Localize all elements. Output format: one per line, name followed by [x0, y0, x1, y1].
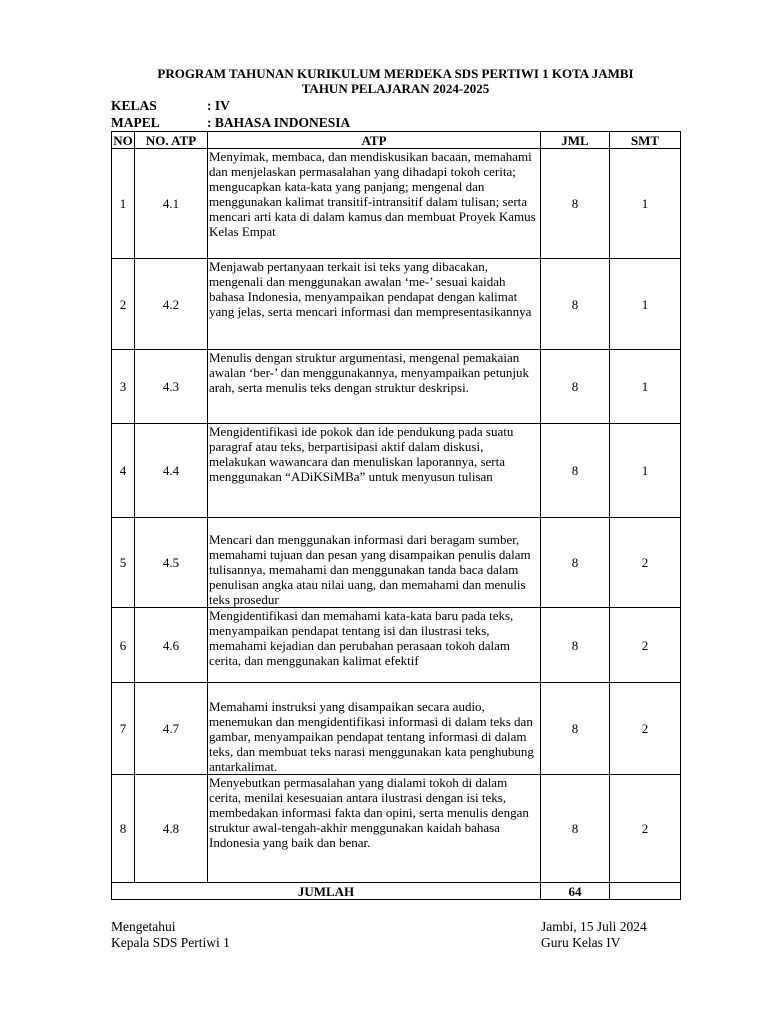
row-smt: 1	[610, 149, 681, 259]
total-row	[112, 883, 681, 900]
table-row	[112, 350, 681, 424]
row-atp-number: 4.8	[135, 775, 208, 883]
header-no: NO	[113, 132, 133, 148]
row-jml: 8	[541, 775, 610, 883]
row-jml: 8	[541, 683, 610, 775]
sign-right-line-2: Guru Kelas IV	[541, 935, 621, 950]
row-smt: 2	[610, 775, 681, 883]
row-no: 3	[112, 350, 135, 424]
sign-left-line-2: Kepala SDS Pertiwi 1	[111, 935, 230, 950]
table-row	[112, 775, 681, 883]
row-atp-description: Menyebutkan permasalahan yang dialami tokoh di dalam cerita, menilai kesesuaian antara ilustrasi dengan isi teks, membedakan informasi fakta dan opini, serta menulis dengan struktur awal-tengah-akhir menggunakan kaidah bahasa Indonesia yang baik dan benar.	[208, 775, 541, 883]
row-atp-number: 4.3	[135, 350, 208, 424]
row-jml: 8	[541, 350, 610, 424]
title-line-2: TAHUN PELAJARAN 2024-2025	[301, 81, 490, 96]
table-row	[112, 608, 681, 683]
total-label: JUMLAH	[112, 883, 541, 900]
row-smt: 1	[610, 259, 681, 350]
row-smt: 1	[610, 350, 681, 424]
row-atp-description: Menjawab pertanyaan terkait isi teks yang dibacakan, mengenali dan menggunakan awalan ‘me-’ sesuai kaidah bahasa Indonesia, menyampaikan pendapat dengan kalimat yang jelas, serta mencari informasi dan mempresentasikannya	[208, 259, 541, 350]
row-no: 8	[112, 775, 135, 883]
sign-left-line-1: Mengetahui	[111, 919, 176, 934]
table-row	[112, 518, 681, 608]
row-atp-number: 4.4	[135, 424, 208, 518]
header-atp: ATP	[208, 132, 541, 149]
table-row	[112, 683, 681, 775]
row-smt: 2	[610, 518, 681, 608]
row-atp-description: Menyimak, membaca, dan mendiskusikan bacaan, memahami dan menjelaskan permasalahan yang dihadapi tokoh cerita; mengucapkan kata-kata yang panjang; mengenal dan menggunakan kalimat transitif-intransitif dalam tulisan; serta mencari arti kata di dalam kamus dan membuat Proyek Kamus Kelas Empat	[208, 149, 541, 259]
row-no: 2	[112, 259, 135, 350]
row-no: 6	[112, 608, 135, 683]
total-value: 64	[541, 883, 610, 900]
row-atp-number: 4.5	[135, 518, 208, 608]
row-atp-number: 4.6	[135, 608, 208, 683]
row-jml: 8	[541, 608, 610, 683]
table-row	[112, 259, 681, 350]
mapel-label: MAPEL	[111, 115, 160, 130]
row-smt: 2	[610, 683, 681, 775]
header-jml: JML	[541, 132, 610, 149]
row-jml: 8	[541, 149, 610, 259]
row-atp-description: Memahami instruksi yang disampaikan secara audio, menemukan dan mengidentifikasi informasi di dalam teks dan gambar, menyampaikan pendapat tentang informasi di dalam teks, dan membuat teks narasi menggunakan kata penghubung antarkalimat.	[208, 683, 541, 775]
row-atp-number: 4.7	[135, 683, 208, 775]
mapel-value: : BAHASA INDONESIA	[207, 115, 351, 130]
atp-table	[111, 131, 681, 900]
document-title	[111, 66, 680, 96]
row-no: 1	[112, 149, 135, 259]
row-atp-description: Mengidentifikasi ide pokok dan ide pendukung pada suatu paragraf atau teks, berpartisipasi aktif dalam diskusi, melakukan wawancara dan menuliskan laporannya, serta menggunakan “ADiKSiMBa” untuk menyusun tulisan	[208, 424, 541, 518]
signature-right	[541, 919, 647, 951]
row-no: 5	[112, 518, 135, 608]
total-smt-empty	[610, 883, 681, 900]
table-row	[112, 149, 681, 259]
table-header-row	[112, 132, 681, 149]
row-atp-number: 4.2	[135, 259, 208, 350]
kelas-row	[111, 98, 230, 114]
title-line-1: PROGRAM TAHUNAN KURIKULUM MERDEKA SDS PERTIWI 1 KOTA JAMBI	[157, 66, 634, 81]
header-no-atp: NO. ATP	[135, 132, 208, 149]
row-atp-description: Mengidentifikasi dan memahami kata-kata baru pada teks, menyampaikan pendapat tentang isi dan ilustrasi teks, memahami kejadian dan perubahan perasaan tokoh dalam cerita, dan menggunakan kalimat efektif	[208, 608, 541, 683]
header-smt: SMT	[610, 132, 681, 149]
row-no: 7	[112, 683, 135, 775]
row-no: 4	[112, 424, 135, 518]
kelas-value: : IV	[207, 98, 230, 113]
row-smt: 1	[610, 424, 681, 518]
row-smt: 2	[610, 608, 681, 683]
kelas-label: KELAS	[111, 98, 157, 113]
row-jml: 8	[541, 259, 610, 350]
signature-left	[111, 919, 230, 951]
row-atp-description: Mencari dan menggunakan informasi dari beragam sumber, memahami tujuan dan pesan yang disampaikan penulis dalam tulisannya, memahami dan menggunakan tanda baca dalam penulisan angka atau nilai uang, dan memahami dan menulis teks prosedur	[208, 518, 541, 608]
mapel-row	[111, 115, 350, 131]
table-row	[112, 424, 681, 518]
sign-right-line-1: Jambi, 15 Juli 2024	[541, 919, 647, 934]
row-jml: 8	[541, 424, 610, 518]
row-jml: 8	[541, 518, 610, 608]
row-atp-description: Menulis dengan struktur argumentasi, mengenal pemakaian awalan ‘ber-’ dan menggunakannya, menyampaikan petunjuk arah, serta menulis teks dengan struktur deskripsi.	[208, 350, 541, 424]
row-atp-number: 4.1	[135, 149, 208, 259]
